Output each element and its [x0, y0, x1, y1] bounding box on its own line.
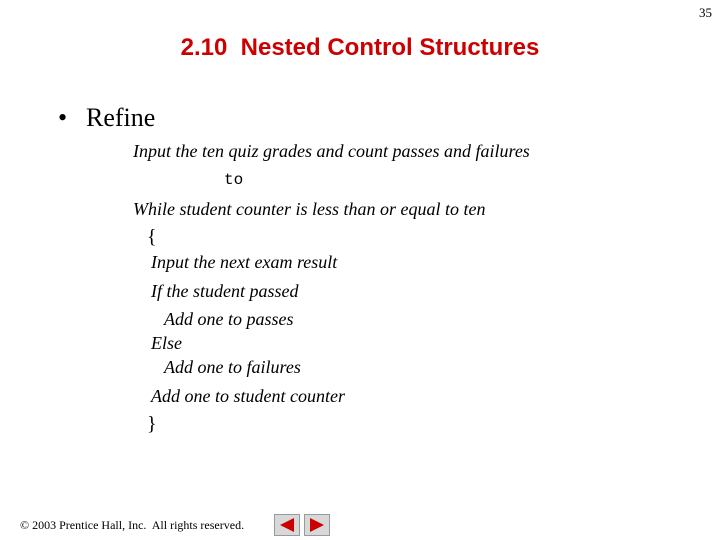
bullet-symbol: • [58, 103, 68, 132]
pseudocode-line-else: Else [151, 333, 182, 353]
copyright-footer: © 2003 Prentice Hall, Inc. All rights reserved. [20, 518, 245, 532]
previous-slide-button[interactable] [274, 514, 300, 536]
pseudocode-open-brace: { [147, 226, 157, 248]
pseudocode-line-top: Input the ten quiz grades and count passes and failures [133, 141, 530, 161]
next-slide-button[interactable] [304, 514, 330, 536]
right-arrow-icon [308, 517, 326, 533]
pseudocode-line-add-passes: Add one to passes [164, 309, 294, 329]
bullet-text: Refine [86, 103, 156, 132]
left-arrow-icon [278, 517, 296, 533]
pseudocode-close-brace: } [147, 413, 157, 435]
page-number: 35 [699, 5, 712, 20]
pseudocode-line-to: to [224, 171, 244, 189]
pseudocode-line-while: While student counter is less than or equal to ten [133, 199, 486, 219]
slide-title: 2.10 Nested Control Structures [180, 34, 540, 61]
bullet-item [58, 103, 155, 133]
slide-navigation [274, 514, 330, 536]
pseudocode-line-input: Input the next exam result [151, 252, 338, 272]
pseudocode-line-add-failures: Add one to failures [164, 357, 301, 377]
pseudocode-line-if: If the student passed [151, 281, 299, 301]
pseudocode-line-add-counter: Add one to student counter [151, 386, 345, 406]
